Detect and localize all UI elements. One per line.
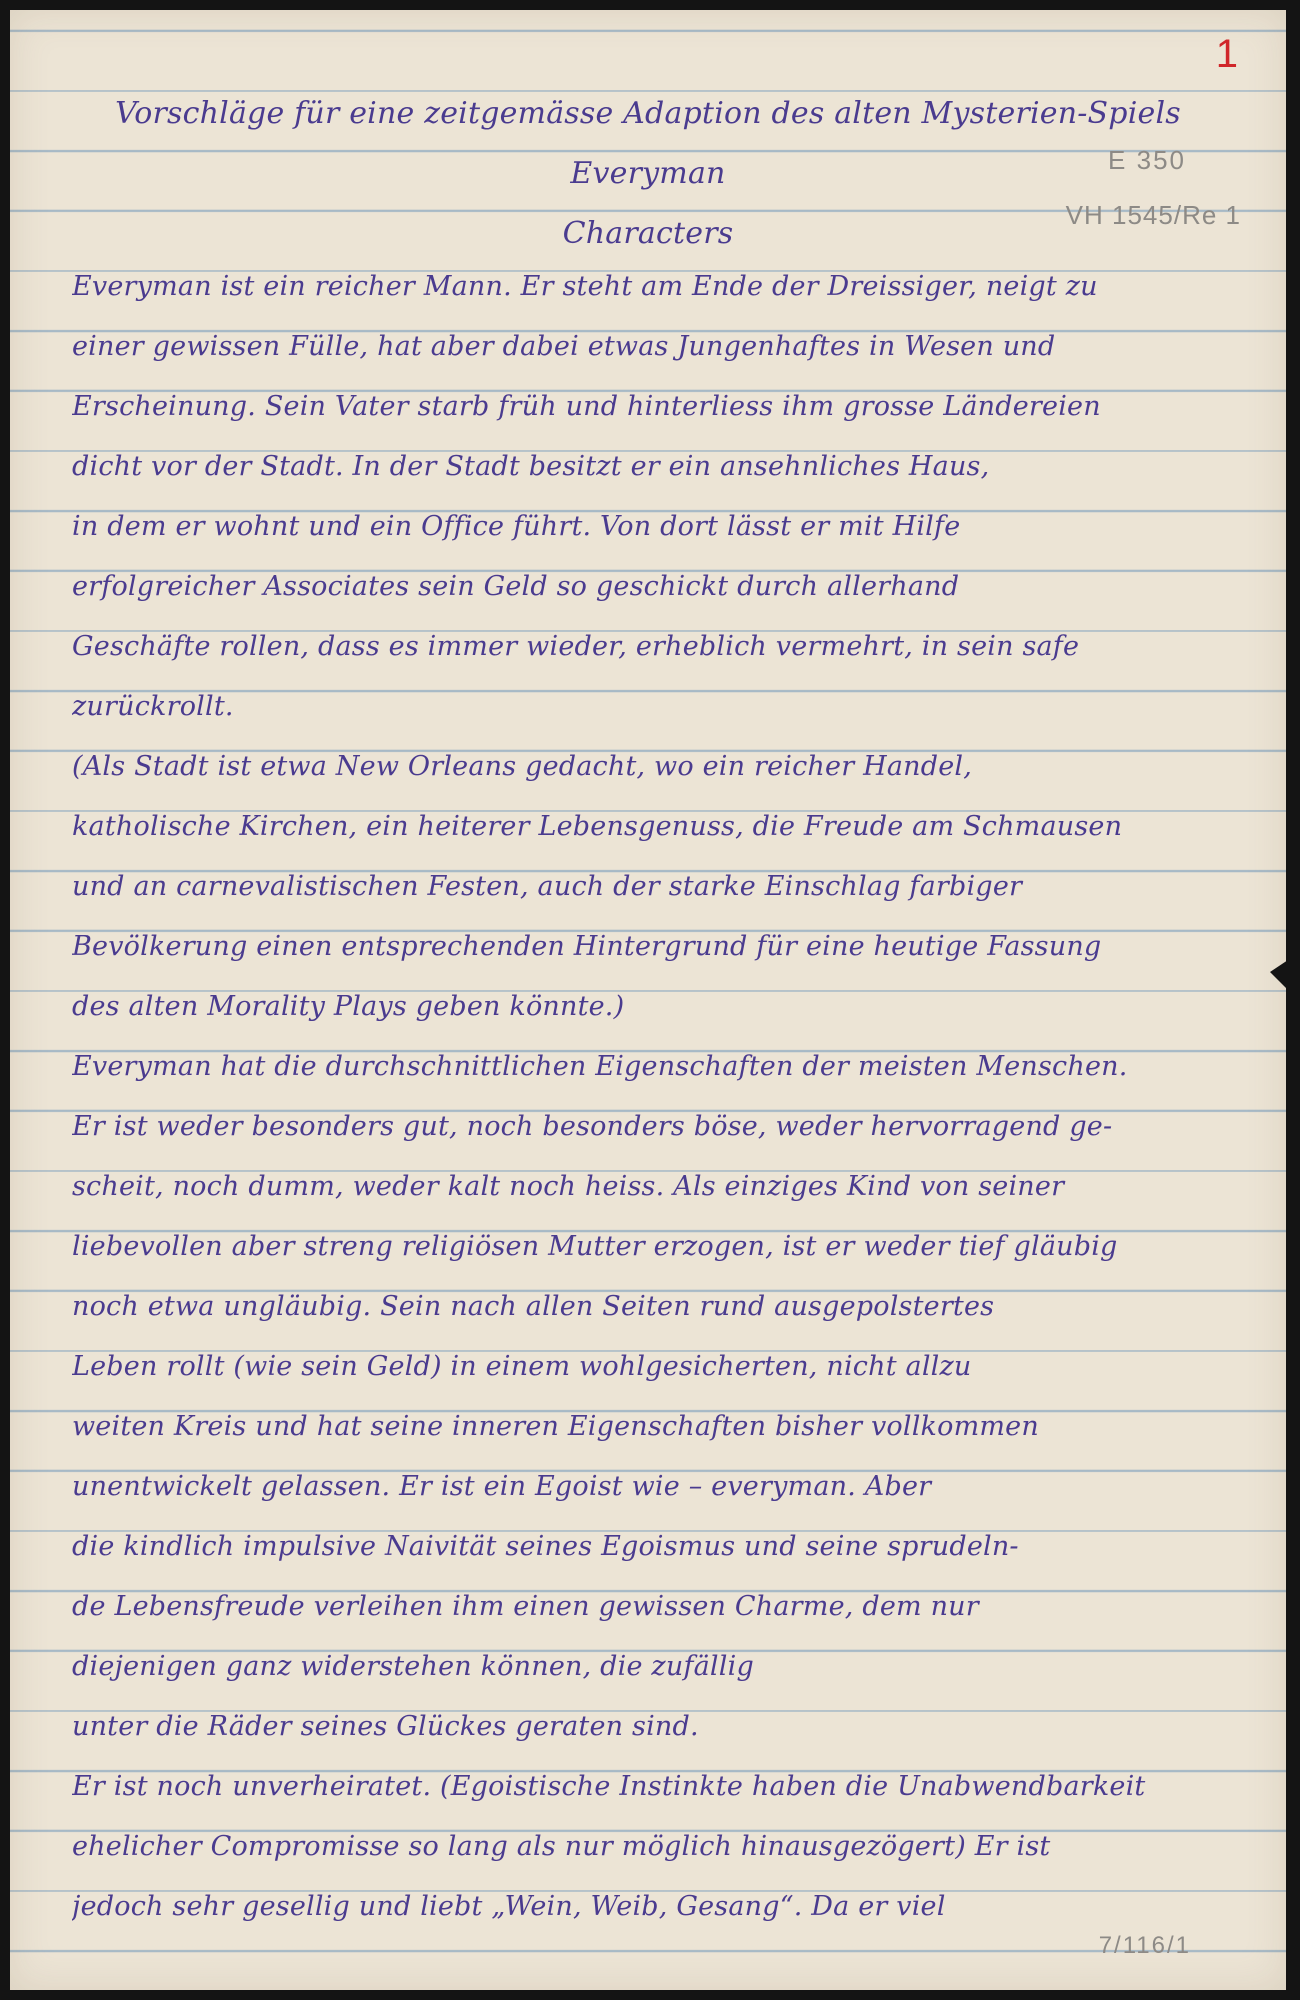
text-line: in dem er wohnt und ein Office führt. Von dort lässt er mit Hilfe [72, 511, 961, 542]
text-line: Geschäfte rollen, dass es immer wieder, erheblich vermehrt, in sein safe [72, 631, 1080, 662]
text-line: Erscheinung. Sein Vater starb früh und hinterliess ihm grosse Ländereien [72, 391, 1101, 422]
text-line: erfolgreicher Associates sein Geld so geschickt durch allerhand [72, 571, 960, 602]
text-line: einer gewissen Fülle, hat aber dabei etwas Jungenhaftes in Wesen und [72, 331, 1056, 362]
text-line: und an carnevalistischen Festen, auch der starke Einschlag farbiger [72, 871, 1023, 902]
text-line: unentwickelt gelassen. Er ist ein Egoist wie – everyman. Aber [72, 1471, 932, 1502]
text-line: Er ist weder besonders gut, noch besonders böse, weder hervorragend ge- [72, 1111, 1113, 1142]
text-line: Leben rollt (wie sein Geld) in einem wohlgesicherten, nicht allzu [72, 1351, 972, 1382]
text-line: weiten Kreis und hat seine inneren Eigenschaften bisher vollkommen [72, 1411, 1039, 1442]
text-line: unter die Räder seines Glückes geraten sind. [72, 1711, 699, 1742]
text-line: zurückrollt. [72, 691, 234, 722]
text-line: Er ist noch unverheiratet. (Egoistische Instinkte haben die Unabwendbarkeit [72, 1771, 1146, 1802]
text-line: ehelicher Compromisse so lang als nur möglich hinausgezögert) Er ist [72, 1831, 1051, 1862]
text-line: jedoch sehr gesellig und liebt „Wein, Weib, Gesang“. Da er viel [72, 1891, 946, 1922]
text-line: liebevollen aber streng religiösen Mutter erzogen, ist er weder tief gläubig [72, 1231, 1118, 1262]
handwritten-text-body [72, 260, 1252, 1940]
archive-footer-number: 7/116/1 [1098, 1932, 1191, 1959]
text-line: (Als Stadt ist etwa New Orleans gedacht, wo ein reicher Handel, [72, 751, 973, 782]
text-line: noch etwa ungläubig. Sein nach allen Seiten rund ausgepolstertes [72, 1291, 995, 1322]
text-line: dicht vor der Stadt. In der Stadt besitzt er ein ansehnliches Haus, [72, 451, 990, 482]
text-line: die kindlich impulsive Naivität seines Egoismus und seine sprudeln- [72, 1531, 1019, 1562]
text-line: Everyman ist ein reicher Mann. Er steht am Ende der Dreissiger, neigt zu [72, 271, 1098, 302]
archive-reference-note: VH 1545/Re 1 [1065, 200, 1241, 230]
text-line: des alten Morality Plays geben könnte.) [72, 991, 625, 1022]
section-heading: Characters [562, 216, 734, 251]
manuscript-page [10, 10, 1286, 1990]
text-line: Everyman hat die durchschnittlichen Eigenschaften der meisten Menschen. [72, 1051, 1128, 1082]
archive-code-stamp: E 350 [1108, 145, 1186, 175]
text-line: diejenigen ganz widerstehen können, die zufällig [72, 1651, 754, 1682]
page-edge-tear [1270, 960, 1288, 990]
page-number: 1 [1215, 32, 1238, 76]
play-name: Everyman [570, 156, 726, 191]
text-line: Bevölkerung einen entsprechenden Hintergrund für eine heutige Fassung [72, 931, 1102, 962]
text-line: de Lebensfreude verleihen ihm einen gewissen Charme, dem nur [72, 1591, 979, 1622]
document-title: Vorschläge für eine zeitgemässe Adaption des alten Mysterien-Spiels [115, 96, 1181, 131]
text-line: katholische Kirchen, ein heiterer Lebensgenuss, die Freude am Schmausen [72, 811, 1123, 842]
text-line: scheit, noch dumm, weder kalt noch heiss. Als einziges Kind von seiner [72, 1171, 1065, 1202]
